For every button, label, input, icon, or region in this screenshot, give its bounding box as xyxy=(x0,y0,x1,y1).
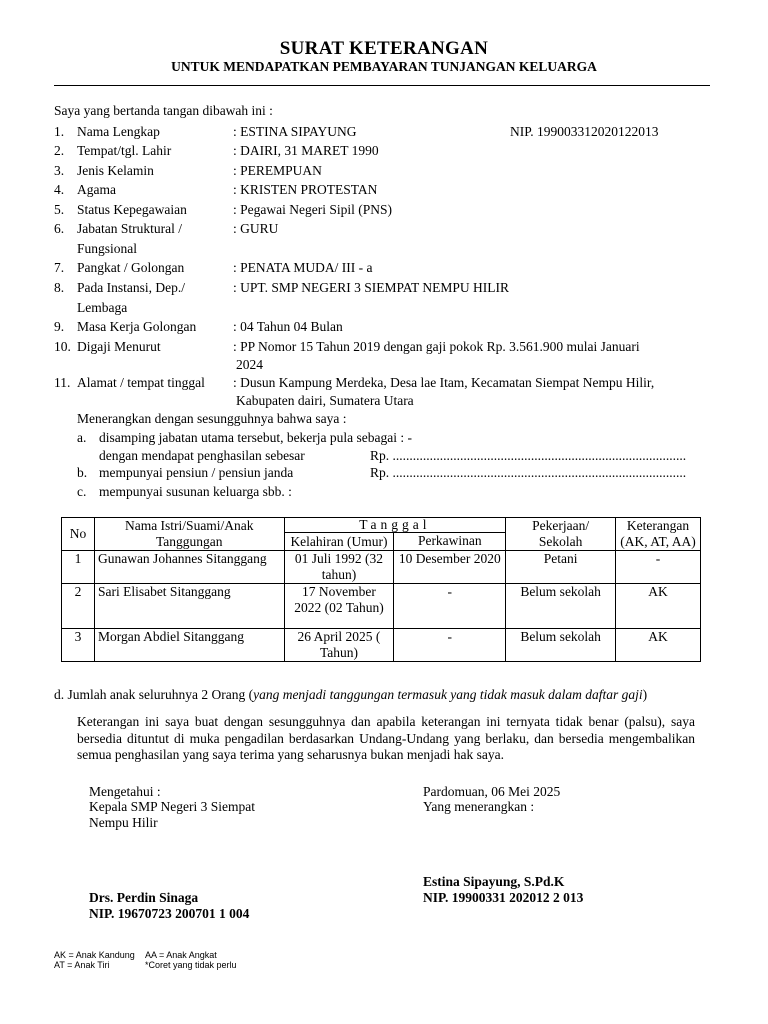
table-header-row xyxy=(62,518,701,533)
field-value: : PEREMPUAN xyxy=(233,163,322,178)
sign-right-name: Estina Sipayung, S.Pd.K xyxy=(423,874,565,889)
cell-pekerjaan: Petani xyxy=(506,551,616,584)
field-number: 6. xyxy=(54,221,65,236)
cell-kelahiran: 01 Juli 1992 (32 tahun) xyxy=(284,551,394,584)
sign-left-line3: Nempu Hilir xyxy=(89,815,158,830)
field-label-cont: Lembaga xyxy=(77,300,128,315)
field-number: 11. xyxy=(54,375,71,390)
cell-pekerjaan: Belum sekolah xyxy=(506,584,616,629)
cell-perkawinan: - xyxy=(394,629,506,662)
field-label: Pada Instansi, Dep./ xyxy=(77,280,185,295)
sign-right-line2: Yang menerangkan : xyxy=(423,799,535,814)
sign-left-line1: Mengetahui : xyxy=(89,784,161,799)
field-value: : PENATA MUDA/ III - a xyxy=(233,260,373,275)
nip-top: NIP. 199003312020122013 xyxy=(510,124,659,139)
field-label: Jenis Kelamin xyxy=(77,163,154,178)
sign-right-nip: NIP. 19900331 202012 2 013 xyxy=(423,890,584,905)
cell-no: 1 xyxy=(62,551,95,584)
footnote-aa: AA = Anak Angkat xyxy=(145,950,217,960)
field-number: 10. xyxy=(54,339,71,354)
cell-no: 2 xyxy=(62,584,95,629)
table-row xyxy=(62,584,701,629)
cell-keterangan: - xyxy=(616,551,701,584)
cell-name: Sari Elisabet Sitanggang xyxy=(94,584,284,629)
field-number: 3. xyxy=(54,163,65,178)
header-kelahiran: Kelahiran (Umur) xyxy=(284,533,394,551)
field-value: : PP Nomor 15 Tahun 2019 dengan gaji pokok Rp. 3.561.900 mulai Januari xyxy=(233,339,640,354)
sign-left-nip: NIP. 19670723 200701 1 004 xyxy=(89,906,250,921)
cell-perkawinan: 10 Desember 2020 xyxy=(394,551,506,584)
field-value: : DAIRI, 31 MARET 1990 xyxy=(233,143,379,158)
total-children-prefix: d. Jumlah anak seluruhnya 2 Orang ( xyxy=(54,687,254,702)
total-children-line xyxy=(54,685,647,704)
field-label: Nama Lengkap xyxy=(77,124,160,139)
footnote-at: AT = Anak Tiri xyxy=(54,960,110,970)
header-keterangan: Keterangan (AK, AT, AA) xyxy=(616,518,701,551)
cell-keterangan: AK xyxy=(616,584,701,629)
field-label: Status Kepegawaian xyxy=(77,202,187,217)
declare-c-text: mempunyai susunan keluarga sbb. : xyxy=(99,484,292,499)
cell-kelahiran: 26 April 2025 ( Tahun) xyxy=(284,629,394,662)
cell-kelahiran: 17 November 2022 (02 Tahun) xyxy=(284,584,394,629)
field-label: Tempat/tgl. Lahir xyxy=(77,143,172,158)
declare-b-text: mempunyai pensiun / pensiun janda xyxy=(99,465,294,480)
declare-b-num: b. xyxy=(77,465,88,480)
field-label: Jabatan Struktural / xyxy=(77,221,182,236)
total-children-note: yang menjadi tanggungan termasuk yang tidak masuk dalam daftar gaji xyxy=(253,687,643,702)
cell-no: 3 xyxy=(62,629,95,662)
cell-keterangan: AK xyxy=(616,629,701,662)
declare-c-num: c. xyxy=(77,484,87,499)
field-value-cont: Kabupaten dairi, Sumatera Utara xyxy=(236,393,414,408)
field-label: Alamat / tempat tinggal xyxy=(77,375,205,390)
table-row xyxy=(62,629,701,662)
cell-pekerjaan: Belum sekolah xyxy=(506,629,616,662)
document-subtitle: UNTUK MENDAPATKAN PEMBAYARAN TUNJANGAN KELUARGA xyxy=(171,59,597,74)
field-number: 9. xyxy=(54,319,65,334)
header-name: Nama Istri/Suami/Anak Tanggungan xyxy=(94,518,284,551)
family-table xyxy=(61,517,701,662)
sign-left-name: Drs. Perdin Sinaga xyxy=(89,890,199,905)
header-perkawinan: Perkawinan xyxy=(394,533,506,551)
field-value: : KRISTEN PROTESTAN xyxy=(233,182,378,197)
cell-perkawinan: - xyxy=(394,584,506,629)
document-title: SURAT KETERANGAN xyxy=(279,38,489,59)
field-number: 2. xyxy=(54,143,65,158)
field-number: 1. xyxy=(54,124,65,139)
field-value: : Pegawai Negeri Sipil (PNS) xyxy=(233,202,392,217)
declare-a-rp: Rp. ....................................................................................... xyxy=(370,448,687,463)
field-value: : UPT. SMP NEGERI 3 SIEMPAT NEMPU HILIR xyxy=(233,280,510,295)
header-tanggal: Tanggal xyxy=(284,518,506,533)
field-value-cont: 2024 xyxy=(236,357,263,372)
field-value: : GURU xyxy=(233,221,279,236)
field-number: 8. xyxy=(54,280,65,295)
field-number: 4. xyxy=(54,182,65,197)
field-number: 7. xyxy=(54,260,65,275)
footnote-coret: *Coret yang tidak perlu xyxy=(145,960,237,970)
sign-left-line2: Kepala SMP Negeri 3 Siempat xyxy=(89,799,255,814)
field-number: 5. xyxy=(54,202,65,217)
field-label: Digaji Menurut xyxy=(77,339,161,354)
declare-a-num: a. xyxy=(77,430,87,445)
closing-statement: Keterangan ini saya buat dengan sesungguhnya dan apabila keterangan ini ternyata tidak benar (palsu), saya bersedia dituntut di muka pengadilan berdasarkan Undang-Undang yang berlaku, dan bersedia mengembalikan semua penghasilan yang saya terima yang seharusnya bukan menjadi hak saya. xyxy=(77,714,695,762)
field-label: Agama xyxy=(77,182,116,197)
field-value: : 04 Tahun 04 Bulan xyxy=(233,319,343,334)
cell-name: Gunawan Johannes Sitanggang xyxy=(94,551,284,584)
field-label-cont: Fungsional xyxy=(77,241,138,256)
declare-a-text2: dengan mendapat penghasilan sebesar xyxy=(99,448,305,463)
declare-b-rp: Rp. ....................................................................................... xyxy=(370,465,687,480)
field-label: Masa Kerja Golongan xyxy=(77,319,197,334)
field-value: : Dusun Kampung Merdeka, Desa lae Itam, Kecamatan Siempat Nempu Hilir, xyxy=(233,375,655,390)
footnote-ak: AK = Anak Kandung xyxy=(54,950,135,960)
total-children-suffix: ) xyxy=(642,687,648,702)
header-pekerjaan: Pekerjaan/ Sekolah xyxy=(506,518,616,551)
declare-a-text: disamping jabatan utama tersebut, bekerja pula sebagai : - xyxy=(99,430,413,445)
header-no: No xyxy=(62,518,95,551)
header-divider xyxy=(54,85,710,86)
intro-text: Saya yang bertanda tangan dibawah ini : xyxy=(54,103,273,118)
field-value: : ESTINA SIPAYUNG xyxy=(233,124,357,139)
cell-name: Morgan Abdiel Sitanggang xyxy=(94,629,284,662)
field-label: Pangkat / Golongan xyxy=(77,260,185,275)
sign-right-line1: Pardomuan, 06 Mei 2025 xyxy=(423,784,561,799)
table-row xyxy=(62,551,701,584)
declare-heading: Menerangkan dengan sesungguhnya bahwa saya : xyxy=(77,411,347,426)
